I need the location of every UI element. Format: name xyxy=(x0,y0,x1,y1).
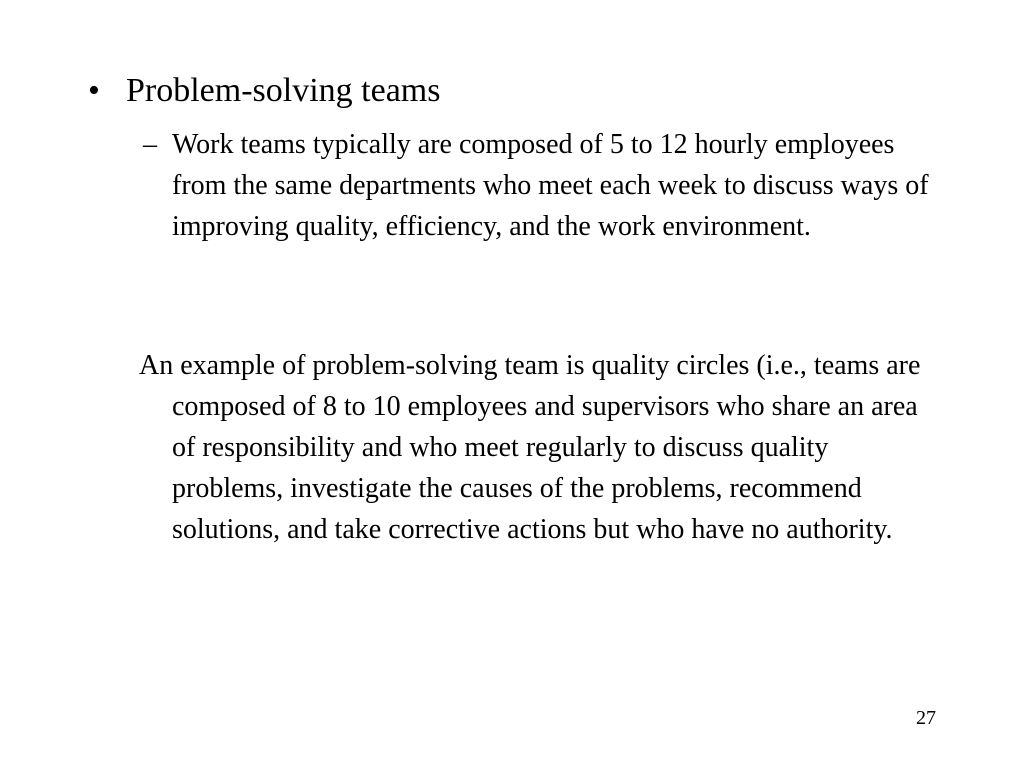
dash-icon: – xyxy=(143,129,157,160)
bullet-title: Problem-solving teams xyxy=(126,72,441,109)
bullet-icon: • xyxy=(88,72,100,109)
sub-bullet-text: Work teams typically are composed of 5 to 12 hourly employees from the same departments who meet each week to discuss ways of improving quality, efficiency, and the work environment. xyxy=(172,129,929,242)
example-paragraph: An example of problem-solving team is quality circles (i.e., teams are composed of 8 to 10 employees and supervisors who share an area of responsibility and who meet regularly to discuss quality problems, investigate the causes of the problems, recommend solutions, and take corrective actions but who have no authority. xyxy=(139,350,921,545)
page-number: 27 xyxy=(916,707,936,729)
